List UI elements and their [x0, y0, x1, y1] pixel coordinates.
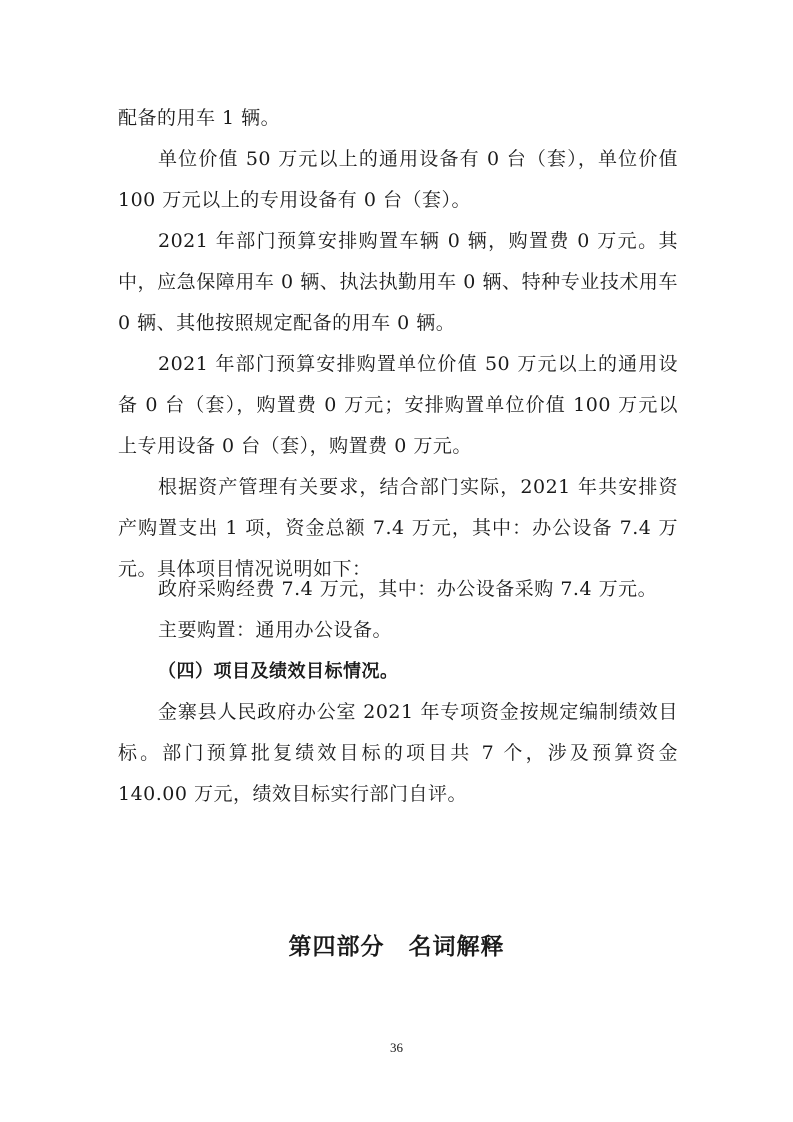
paragraph-main-purchase: 主要购置：通用办公设备。 [158, 619, 393, 641]
paragraph-performance-goals: 金寨县人民政府办公室 2021 年专项资金按规定编制绩效目标。部门预算批复绩效目标的项目共 7 个，涉及预算资金 140.00 万元，绩效目标实行部门自评。 [118, 701, 678, 805]
paragraph-equipment-value: 单位价值 50 万元以上的通用设备有 0 台（套），单位价值 100 万元以上的专用设备有 0 台（套）。 [118, 148, 678, 211]
paragraph-procurement-funds: 政府采购经费 7.4 万元，其中：办公设备采购 7.4 万元。 [158, 578, 658, 600]
section-heading-performance-goals: （四）项目及绩效目标情况。 [158, 661, 399, 682]
paragraph-equipment-budget: 2021 年部门预算安排购置单位价值 50 万元以上的通用设备 0 台（套），购置费 0 万元；安排购置单位价值 100 万元以上专用设备 0 台（套），购置费 0 万元。 [118, 353, 678, 457]
page-number: 36 [390, 1040, 403, 1055]
paragraph-vehicle-count: 配备的用车 1 辆。 [118, 107, 281, 129]
paragraph-vehicle-budget: 2021 年部门预算安排购置车辆 0 辆，购置费 0 万元。其中，应急保障用车 0 辆、执法执勤用车 0 辆、特种专业技术用车 0 辆、其他按照规定配备的用车 0 辆。 [118, 230, 678, 334]
paragraph-asset-purchase: 根据资产管理有关要求，结合部门实际，2021 年共安排资产购置支出 1 项，资金总额 7.4 万元，其中：办公设备 7.4 万元。具体项目情况说明如下： [118, 476, 678, 580]
part-title: 第四部分 名词解释 [288, 934, 505, 960]
